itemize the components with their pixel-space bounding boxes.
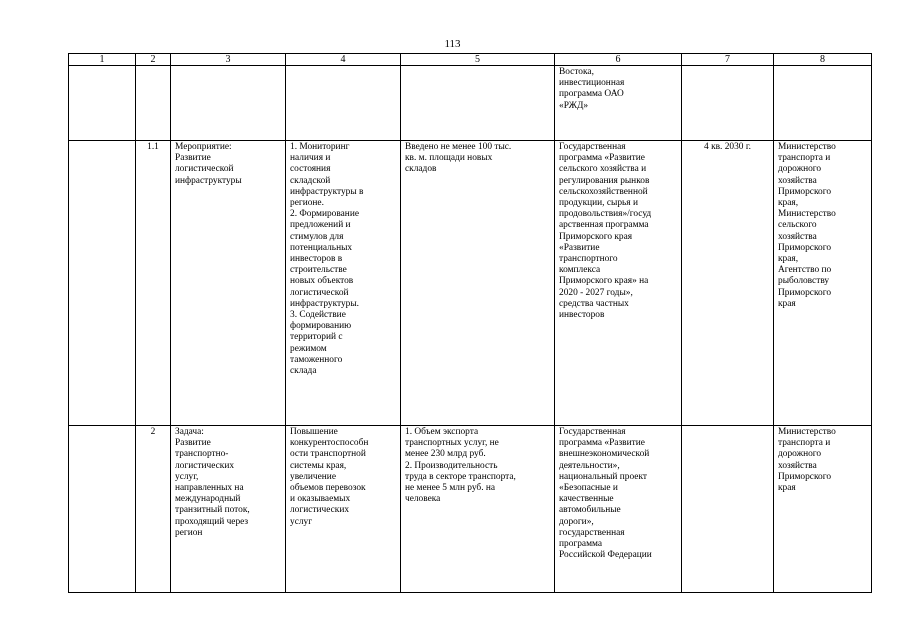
- table-cell: 4 кв. 2030 г.: [682, 141, 774, 426]
- column-number: 3: [171, 54, 286, 66]
- column-number: 4: [286, 54, 401, 66]
- table-cell: Министерство транспорта и дорожного хозяйства Приморского края, Министерство сельского хозяйства Приморского края, Агентство по рыболовству Приморского края: [774, 141, 872, 426]
- table-row: [69, 426, 872, 593]
- table-cell: Повышение конкурентоспособн ости транспортной системы края, увеличение объемов перевозок и оказываемых логистических услуг: [286, 426, 401, 593]
- plan-table: [68, 53, 872, 593]
- table-cell: Министерство транспорта и дорожного хозяйства Приморского края: [774, 426, 872, 593]
- column-number: 7: [682, 54, 774, 66]
- table-row: [69, 66, 872, 141]
- table-row: [69, 141, 872, 426]
- table-cell: [286, 66, 401, 141]
- column-number: 8: [774, 54, 872, 66]
- table-cell: Государственная программа «Развитие внешнеэкономической деятельности», национальный проект «Безопасные и качественные автомобильные дороги», государственная программа Российской Федерации: [555, 426, 682, 593]
- table-cell: 1. Объем экспорта транспортных услуг, не менее 230 млрд руб. 2. Производительность труда в секторе транспорта, не менее 5 млн руб. на человека: [401, 426, 555, 593]
- table-cell: [401, 66, 555, 141]
- table-cell: Введено не менее 100 тыс. кв. м. площади новых складов: [401, 141, 555, 426]
- table-cell: [682, 66, 774, 141]
- table-cell: [774, 66, 872, 141]
- table-cell: [69, 66, 136, 141]
- table-cell: [69, 141, 136, 426]
- table-cell: [682, 426, 774, 593]
- page-number: 113: [444, 38, 461, 50]
- table-cell: 1.1: [136, 141, 171, 426]
- column-number-row: [69, 54, 872, 66]
- table-cell: Задача: Развитие транспортно- логистических услуг, направленных на международный транзитный поток, проходящий через регион: [171, 426, 286, 593]
- table-cell: [136, 66, 171, 141]
- column-number: 1: [69, 54, 136, 66]
- column-number: 5: [401, 54, 555, 66]
- table-cell: [69, 426, 136, 593]
- table-cell: Востока, инвестиционная программа ОАО «РЖД»: [555, 66, 682, 141]
- table-cell: [171, 66, 286, 141]
- table-cell: Государственная программа «Развитие сельского хозяйства и регулирования рынков сельскохозяйственной продукции, сырья и продовольствия»/госуд арственная программа Приморского края «Развитие транспортного комплекса Приморского края» на 2020 - 2027 годы», средства частных инвесторов: [555, 141, 682, 426]
- table-cell: Мероприятие: Развитие логистической инфраструктуры: [171, 141, 286, 426]
- column-number: 6: [555, 54, 682, 66]
- table-cell: 2: [136, 426, 171, 593]
- table-cell: 1. Мониторинг наличия и состояния складской инфраструктуры в регионе. 2. Формирование предложений и стимулов для потенциальных инвесторов в строительстве новых объектов логистической инфраструктуры. 3. Содействие формированию территорий с режимом таможенного склада: [286, 141, 401, 426]
- column-number: 2: [136, 54, 171, 66]
